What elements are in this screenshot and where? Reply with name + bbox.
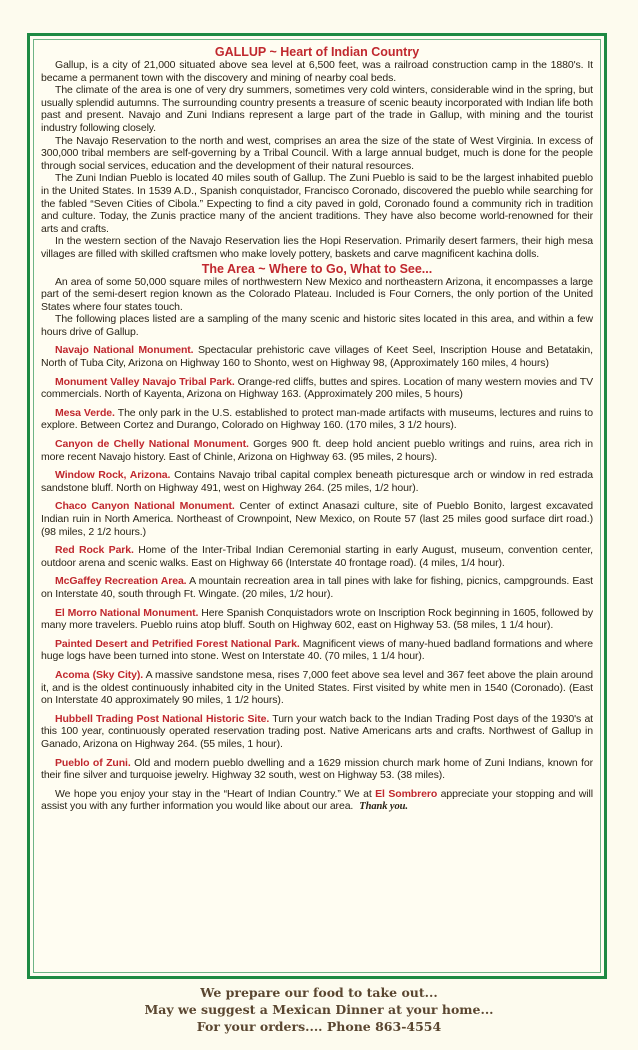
place-description: A mountain recreation area in tall pines with lake for fishing, picnics, campgrounds. East on Interstate 40, south through Ft. Wingate. (20 miles, 1/2 hour). [41, 575, 593, 600]
area-paragraph: The following places listed are a sampling of the many scenic and historic sites located in this area, and within a few hours drive of Gallup. [41, 313, 593, 338]
place-description: Gorges 900 ft. deep hold ancient pueblo writings and ruins, area rich in more recent Navajo history. East of Chinle, Arizona on Highway 63. (95 miles, 2 hours). [41, 438, 593, 463]
place-name: Pueblo of Zuni. [55, 756, 131, 769]
page-title: GALLUP ~ Heart of Indian Country [214, 45, 420, 59]
area-paragraph: An area of some 50,000 square miles of northwestern New Mexico and northeastern Arizona, it encompasses a large part of the semi-desert region known as the Colorado Plateau. Included is Four Corners, the only portion of the United States where four states touch. [41, 275, 593, 313]
brand-name: El Sombrero [375, 787, 438, 800]
place-entry [41, 757, 593, 782]
closing-text: We hope you enjoy your stay in the “Heart of Indian Country.” We at [55, 787, 372, 800]
footer [0, 984, 638, 1035]
place-entry [41, 407, 593, 432]
place-entry [41, 438, 593, 463]
closing-text: appreciate your stopping and will assist you with any further information you would like about our area. [41, 787, 593, 813]
place-entry [41, 713, 593, 751]
place-entry [41, 344, 593, 369]
intro-paragraph: The Zuni Indian Pueblo is located 40 miles south of Gallup. The Zuni Pueblo is said to be the largest inhabited pueblo in the United States. In 1539 A.D., Spanish conquistador, Francisco Coronado, discovered the pueblo while searching for the fabled “Seven Cities of Cibola.” Expecting to find a city paved in gold, Coronado found a community rich in tradition and culture. Today, the Zunis practice many of the ancient traditions. They have also become world-renowned for their arts and crafts. [41, 172, 593, 235]
place-description: Turn your watch back to the Indian Trading Post days of the 1930's at this 100 year, continuously operated reservation trading post. Native Americans arts and crafts. Northwest of Gallup in Ganado, Arizona on Highway 264. (55 miles, 1 hour). [41, 712, 594, 750]
closing-paragraph [41, 788, 593, 814]
place-description: Here Spanish Conquistadors wrote on Inscription Rock beginning in 1605, followed by many more travelers. Pueblo ruins atop bluff. South on Highway 602, east on Highway 53. (58 miles, 1 1/4 hour). [41, 606, 593, 632]
section-title: The Area ~ Where to Go, What to See... [201, 261, 433, 276]
place-description: Magnificent views of many-hued badland formations and where huge logs have been turned into stone. West on Interstate 40. (70 miles, 1 1/4 hour). [41, 637, 593, 663]
place-entry [41, 638, 593, 663]
footer-line: For your orders.... Phone 863-4554 [196, 1019, 442, 1034]
place-name: McGaffey Recreation Area. [55, 575, 187, 588]
intro-paragraph: The Navajo Reservation to the north and west, comprises an area the size of the state of West Virginia. In excess of 300,000 tribal members are self-governing by a Tribal Council. With a large annual budget, much is done for the people through social services, education and the development of their natural resources. [41, 134, 593, 172]
place-entry [41, 544, 593, 569]
place-description: Home of the Inter-Tribal Indian Ceremonial starting in early August, museum, convention center, outdoor arena and scenic walks. East on Highway 66 (Interstate 40 frontage road). (4 miles, 1/4 hour). [41, 544, 594, 569]
place-name: Window Rock, Arizona. [55, 469, 171, 482]
place-name: Navajo National Monument. [55, 344, 194, 357]
place-entry [41, 500, 593, 538]
place-description: Spectacular prehistoric cave villages of Keet Seel, Inscription House and Betatakin, North of Tuba City, Arizona on Highway 160 to Shonto, west on Highway 98, (Approximately 160 miles, 4 hours) [41, 344, 593, 370]
place-name: Acoma (Sky City). [55, 668, 144, 681]
footer-line: We prepare our food to take out... [200, 985, 438, 1000]
place-name: Mesa Verde. [55, 406, 115, 419]
place-name: Canyon de Chelly National Monument. [55, 438, 249, 451]
place-description: The only park in the U.S. established to protect man-made artifacts with museums, lectures and ruins to explore. Between Cortez and Durango, Colorado on Highway 160. (170 miles, 3 1/2 hours). [41, 406, 593, 432]
place-entry [41, 376, 593, 401]
place-description: Old and modern pueblo dwelling and a 1629 mission church mark home of Zuni Indians, known for their fine silver and turquoise jewelry. Highway 32 south, west on Highway 53. (38 miles). [41, 756, 593, 782]
intro-paragraph: Gallup, is a city of 21,000 situated above sea level at 6,500 feet, was a railroad construction camp in the 1880's. It became a permanent town with the discovery and mining of nearby coal beds. [41, 59, 593, 84]
place-name: Red Rock Park. [55, 544, 134, 557]
place-description: Contains Navajo tribal capital complex beneath picturesque arch or window in red estrada sandstone bluff. North on Highway 491, west on Highway 264. (25 miles, 1/2 hour). [41, 469, 593, 494]
place-name: Monument Valley Navajo Tribal Park. [55, 375, 235, 388]
place-description: Center of extinct Anasazi culture, site of Pueblo Bonito, largest excavated Indian ruin in North America. Northeast of Crownpoint, New Mexico, on Route 57 (last 25 miles good surface dirt road.) (98 miles, 2 1/2 hours.) [41, 500, 593, 538]
place-entry [41, 575, 593, 600]
content-frame [27, 33, 607, 979]
place-entry [41, 607, 593, 632]
place-entry [41, 469, 593, 494]
place-name: El Morro National Monument. [55, 606, 199, 619]
thank-you: Thank you. [359, 801, 408, 813]
place-description: A massive sandstone mesa, rises 7,000 feet above sea level and 367 feet above the plain around it, and is the oldest continuously inhabited city in the United States. First visited by white men in 1540 (Coronado). (East on Interstate 40 approximately 90 miles, 1 1/2 hours). [41, 668, 593, 707]
intro-paragraph: The climate of the area is one of very dry summers, sometimes very cold winters, considerable wind in the spring, but usually splendid autumns. The surrounding country presents a treasure of scenic beauty incorporated with Indian life both past and present. Navajo and Zuni Indians represent a large part of the trade in Gallup, with mining and the tourist industry following closely. [41, 84, 593, 134]
place-description: Orange-red cliffs, buttes and spires. Location of many western movies and TV commercials. North of Kayenta, Arizona on Highway 163. (Approximately 200 miles, 5 hours) [41, 375, 593, 401]
footer-line: May we suggest a Mexican Dinner at your home... [144, 1002, 494, 1017]
intro-paragraph: In the western section of the Navajo Reservation lies the Hopi Reservation. Primarily desert farmers, their high mesa villages are filled with skilled craftsmen who make lovely pottery, baskets and carve magnificent kachina dolls. [41, 235, 593, 260]
place-name: Painted Desert and Petrified Forest National Park. [55, 637, 300, 650]
place-name: Hubbell Trading Post National Historic Site. [55, 712, 270, 725]
place-entry [41, 669, 593, 707]
place-name: Chaco Canyon National Monument. [55, 500, 235, 513]
